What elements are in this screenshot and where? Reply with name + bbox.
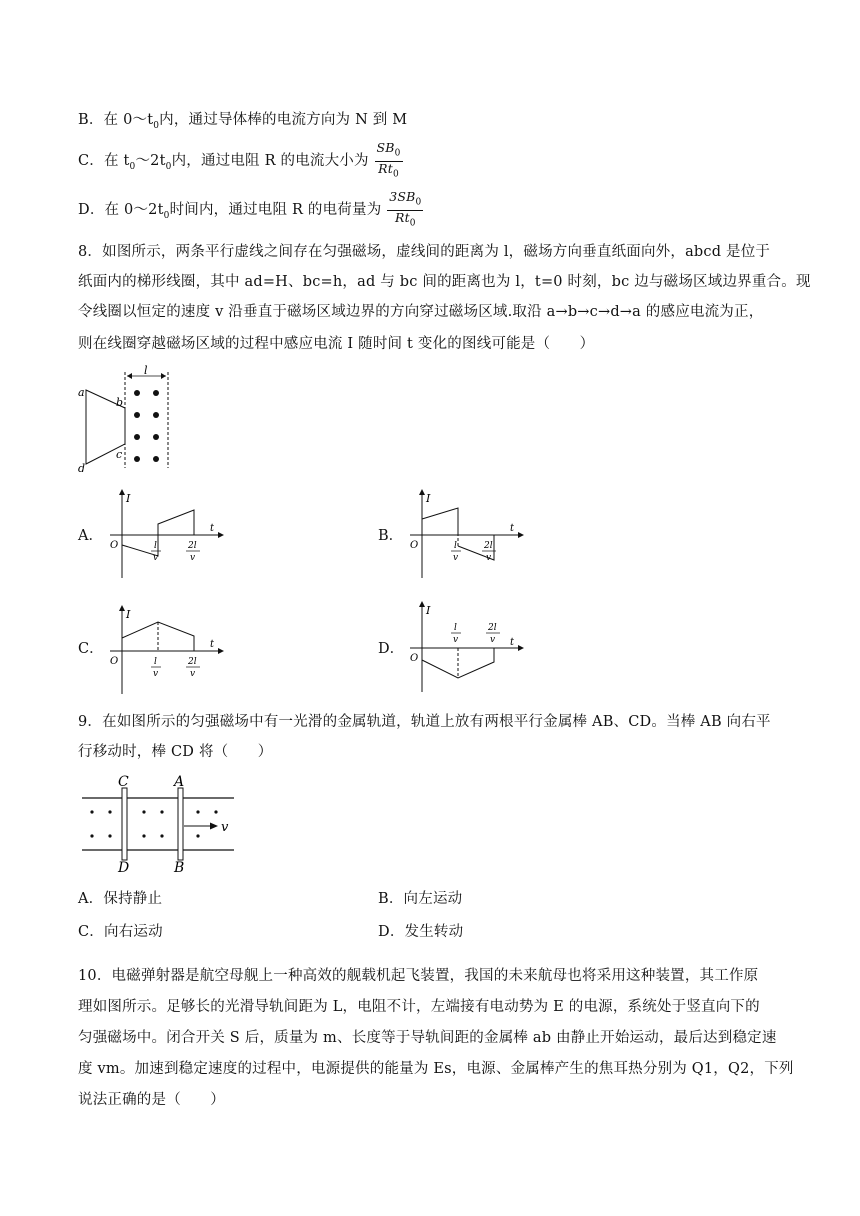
svg-text:O: O xyxy=(410,540,419,551)
svg-text:t: t xyxy=(210,523,215,534)
svg-text:2l: 2l xyxy=(188,541,197,551)
q8-graph-b xyxy=(406,488,526,580)
q8-graph-a xyxy=(106,488,226,580)
q8-graph-c xyxy=(106,604,226,696)
q8-stem-line2: 纸面内的梯形线圈，其中 ad=H、bc=h，ad 与 bc 间的距离也为 l，t=0 时刻，bc 边与磁场区域边界重合。现 xyxy=(78,274,811,290)
label-l: l xyxy=(144,364,148,377)
q7-option-d[interactable]: D．在 $0\sim 2t_0$时间内，通过电阻 R 的电荷量为 $\frac{3SB_0}{Rt_0}$ xyxy=(78,189,422,228)
label-d: D xyxy=(118,860,130,874)
q10-stem-line5: 说法正确的是（ ） xyxy=(78,1092,225,1108)
q10-stem-line1: 10．电磁弹射器是航空母舰上一种高效的舰载机起飞装置，我国的未来航母也将采用这种装置，其工作原 xyxy=(78,968,759,984)
svg-text:v: v xyxy=(453,635,459,645)
svg-text:v: v xyxy=(153,553,159,563)
svg-text:l: l xyxy=(454,541,457,551)
label-c: C xyxy=(118,774,129,790)
q9-stem-line1: 9．在如图所示的匀强磁场中有一光滑的金属轨道，轨道上放有两根平行金属棒 AB、CD。当棒 AB 向右平 xyxy=(78,714,771,730)
svg-text:v: v xyxy=(190,553,196,563)
svg-text:2l: 2l xyxy=(188,657,197,667)
label-b: B xyxy=(174,860,185,874)
svg-text:I: I xyxy=(126,608,131,621)
q8-stem-line3: 令线圈以恒定的速度 v 沿垂直于磁场区域边界的方向穿过磁场区域.取沿 a→b→c→d→a 的感应电流为正， xyxy=(78,304,764,320)
q7-option-c[interactable]: C．在 $t_0\sim 2t_0$内，通过电阻 R 的电流大小为 $\frac{SB_0}{Rt_0}$ xyxy=(78,140,401,179)
svg-text:t: t xyxy=(510,523,515,534)
q8-stem-line1: 8．如图所示，两条平行虚线之间存在匀强磁场，虚线间的距离为 l，磁场方向垂直纸面向外，abcd 是位于 xyxy=(78,244,771,260)
svg-text:O: O xyxy=(110,540,119,551)
svg-text:t: t xyxy=(510,637,515,648)
svg-text:t: t xyxy=(210,639,215,650)
label-b: b xyxy=(116,396,124,409)
q10-stem-line3: 匀强磁场中。闭合开关 S 后，质量为 m、长度等于导轨间距的金属棒 ab 由静止开始运动，最后达到稳定速 xyxy=(78,1030,777,1046)
q9-option-d[interactable]: D．发生转动 xyxy=(378,924,464,940)
q8-option-b[interactable]: B． xyxy=(378,528,404,544)
fraction-3sb0-rt0: $\frac{3SB_0}{Rt_0}$ xyxy=(389,189,422,228)
q8-coil-figure xyxy=(72,364,182,474)
svg-text:v: v xyxy=(490,635,496,645)
label-a: a xyxy=(78,386,85,399)
svg-text:O: O xyxy=(110,656,119,667)
q7-option-b[interactable]: B．在 $0\sim t_0$内，通过导体棒的电流方向为 N 到 M xyxy=(78,112,408,131)
q8-option-d[interactable]: D． xyxy=(378,641,405,657)
label-a: A xyxy=(174,774,185,790)
field-dots xyxy=(134,390,159,462)
svg-text:I: I xyxy=(426,492,431,505)
svg-text:l: l xyxy=(154,541,157,551)
svg-text:I: I xyxy=(126,492,131,505)
label-c: c xyxy=(116,448,123,461)
label-d: d xyxy=(78,462,86,474)
svg-text:l: l xyxy=(454,623,457,633)
svg-text:O: O xyxy=(410,653,419,664)
field-dots xyxy=(90,810,217,837)
q10-stem-line2: 理如图所示。足够长的光滑导轨间距为 L，电阻不计，左端接有电动势为 E 的电源，系统处于竖直向下的 xyxy=(78,999,760,1015)
fraction-sb0-rt0: $\frac{SB_0}{Rt_0}$ xyxy=(376,140,401,179)
svg-text:2l: 2l xyxy=(488,623,497,633)
q8-graph-d xyxy=(406,600,526,694)
q8-option-a[interactable]: A． xyxy=(78,528,103,544)
svg-text:l: l xyxy=(154,657,157,667)
label-v: v xyxy=(221,820,229,835)
q9-rail-figure xyxy=(80,774,240,874)
q8-option-c[interactable]: C． xyxy=(78,641,104,657)
svg-text:v: v xyxy=(153,669,159,679)
q8-stem-line4: 则在线圈穿越磁场区域的过程中感应电流 I 随时间 t 变化的图线可能是（ ） xyxy=(78,336,595,352)
svg-text:v: v xyxy=(453,553,459,563)
q9-option-c[interactable]: C．向右运动 xyxy=(78,924,163,940)
q10-stem-line4: 度 vm。加速到稳定速度的过程中，电源提供的能量为 Es，电源、金属棒产生的焦耳热分别为 Q1，Q2，下列 xyxy=(78,1061,794,1077)
svg-text:I: I xyxy=(426,604,431,617)
q9-option-b[interactable]: B．向左运动 xyxy=(378,891,463,907)
svg-text:v: v xyxy=(486,553,492,563)
svg-text:v: v xyxy=(190,669,196,679)
q9-option-a[interactable]: A．保持静止 xyxy=(78,891,163,907)
q9-stem-line2: 行移动时，棒 CD 将（ ） xyxy=(78,744,273,760)
svg-text:2l: 2l xyxy=(484,541,493,551)
